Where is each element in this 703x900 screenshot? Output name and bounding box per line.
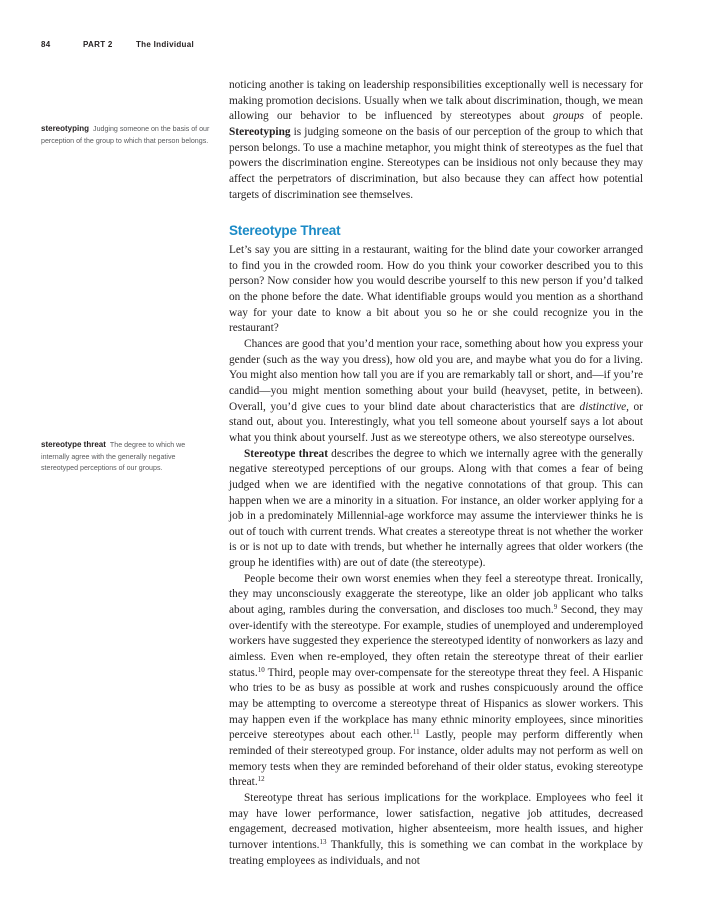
footnote-ref: 10: [257, 665, 265, 674]
part-title: The Individual: [136, 40, 194, 49]
intro-block: [229, 78, 643, 203]
section-heading: Stereotype Threat: [229, 223, 341, 238]
footnote-ref: 9: [553, 603, 558, 612]
glossary-stereotype-threat: [41, 439, 213, 475]
page-number: 84: [41, 40, 51, 49]
key-term: Stereotype threat: [244, 447, 329, 460]
part-label: PART 2: [83, 40, 113, 49]
glossary-stereotyping: [41, 123, 213, 147]
footnote-ref: 13: [319, 837, 327, 846]
paragraph: Stereotype threat describes the degree to which we internally agree with the generally negative stereotyped perceptions of our groups. Along with that comes a fear of being judged when we are identified with the negative connotations of that group. This can happen when we are a minority in a situation. For instance, an older worker applying for a job in a predominately Millennial-age workforce may assume the interviewer thinks he is out of touch with current trends. What creates a stereotype threat is not whether the worker is or is not up to date with trends, but whether he internally agrees that older workers (the group he identifies with) are out of date (the stereotype).: [229, 447, 643, 570]
emphasis: distinctive,: [579, 400, 629, 413]
glossary-definition: The degree to which we internally agree with the generally negative stereotyped perceptions of our groups.: [41, 441, 186, 472]
glossary-term: stereotyping: [41, 124, 90, 133]
glossary-term: stereotype threat: [41, 440, 106, 449]
paragraph: People become their own worst enemies when they feel a stereotype threat. Ironically, they may unconsciously exaggerate the stereotype, like an older job applicant who talks about aging, rambles during the conversation, and discloses too much.$^9$ Second, they may over-identify with the stereotype. For example, studies of unemployed and underemployed workers have suggested they experience the stereotyped identity of nonworkers as lazy and aimless. Even when re-employed, they often retain the stereotype threat of their earlier status.$^{10}$ Third, people may over-compensate for the stereotype threat they feel. A Hispanic who tries to be as busy as possible at work and rushes conspicuously around the office may be attempting to overcome a stereotype threat of Hispanics as slower workers. This may happen even if the workplace has many ethnic minority employees, since minorities perceive stereotypes about each other.$^{11}$ Lastly, people may perform differently when reminded of their stereotyped group. For instance, older adults may not perform as well on memory tests when they are reminded beforehand of their older status, evoking stereotype threat.$^{12}$: [229, 572, 643, 789]
key-term: Stereotyping: [229, 125, 291, 138]
paragraph: Stereotype threat has serious implications for the workplace. Employees who feel it may have lower performance, lower satisfaction, negative job attitudes, decreased engagement, decreased motivation, higher absenteeism, more health issues, and higher turnover intentions.$^{13}$ Thankfully, this is something we can combat in the workplace by treating employees as individuals, and not: [229, 791, 643, 867]
paragraph: Let’s say you are sitting in a restaurant, waiting for the blind date your coworker arranged to find you in the crowded room. How do you think your coworker described you to this person? Now consider how you would describe yourself to this new person if you’d talked on the phone before the date. What identifiable groups would you mention as a shorthand way for your date to know a bit about you so he or she could recognize you in the restaurant?: [229, 244, 643, 335]
footnote-ref: 11: [412, 728, 420, 737]
paragraph: Chances are good that you’d mention your race, something about how you express your gender (such as the way you dress), how old you are, and maybe what you do for a living. You might also mention how tall you are if you are remarkably tall or short, and—if you’re candid—you might mention something about your build (heavyset, petite, in between). Overall, you’d give cues to your blind date about characteristics that are distinctive, or stand out, about you. Interestingly, what you tell someone about yourself says a lot about what you think about yourself. Just as we stereotype others, we also stereotype ourselves.: [229, 337, 643, 444]
emphasis: groups: [552, 110, 584, 123]
section-body: [229, 243, 643, 869]
intro-paragraph: noticing another is taking on leadership responsibilities exceptionally well is necessary for making promotion decisions. Usually when we talk about discrimination, though, we mean allowing our behavior to be influenced by stereotypes about groups of people. Stereotyping is judging someone on the basis of our perception of the group to which that person belongs. To use a machine metaphor, you might think of stereotypes as the fuel that powers the discrimination engine. Stereotypes can be insidious not only because they may affect the perpetrators of discrimination, but also because they can affect how potential targets of discrimination see themselves.: [229, 79, 643, 201]
footnote-ref: 12: [257, 775, 265, 784]
glossary-definition: Judging someone on the basis of our perception of the group to which that person belongs.: [41, 125, 210, 145]
